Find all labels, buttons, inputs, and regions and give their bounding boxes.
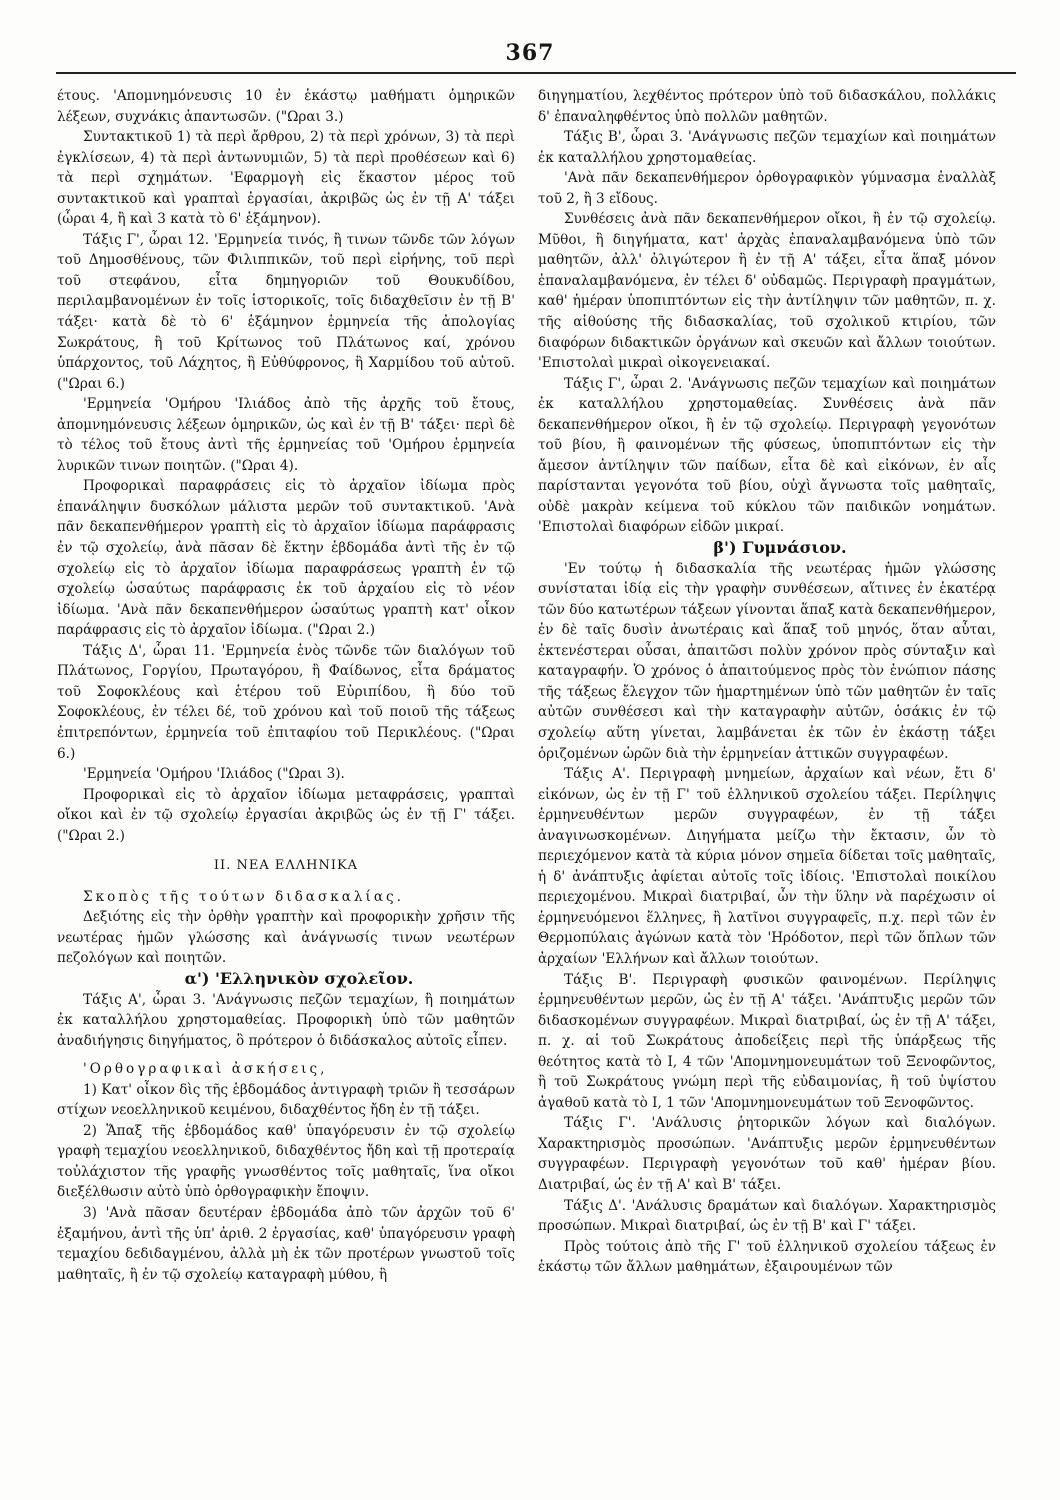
page-number: 367 [505, 40, 555, 66]
paragraph: Συντακτικοῦ 1) τὰ περὶ ἄρθρου, 2) τὰ περὶ χρόνων, 3) τὰ περὶ ἐγκλίσεων, 4) τὰ περὶ ἀντωνυμιῶν, 5) τὰ περὶ προθέσεων καὶ 6) τὰ περὶ σχημάτων. 'Εφαρμογὴ εἰς ἕκαστον μέρος τοῦ συντακτικοῦ καὶ γραπταὶ ἐργασίαι, ἀκριβῶς ὡς ἐν τῇ Α' τάξει (ὧραι 4, ἢ καὶ 3 κατὰ τὸ 6' ἑξάμηνον). [57, 129, 515, 228]
paragraph: 'Ερμηνεία 'Ομήρου 'Ιλιάδος ἀπὸ τῆς ἀρχῆς τοῦ ἔτους, ἀπομνημόνευσις λέξεων ὁμηρικῶν, ὡς καὶ ἐν τῇ Β' τάξει· περὶ δὲ τὸ τέλος τοῦ ἔτους ἀντὶ τῆς ἑρμηνείας τοῦ 'Ομήρου ἑρμηνεία λυρικῶν τινων ποιητῶν. ("Ωραι 4). [57, 396, 515, 474]
left-column [57, 86, 515, 1285]
paragraph: Τάξις Α'. Περιγραφὴ μνημείων, ἀρχαίων καὶ νέων, ἔτι δ' εἰκόνων, ὡς ἐν τῇ Γ' τοῦ ἑλληνικοῦ σχολείου τάξει. Περίληψις ἑρμηνευθέντων μερῶν συγγραφέων, ἐν τῇ τάξει ἀναγινωσκομένων. Διηγήματα μείζω τὴν ἔκτασιν, ὧν τὸ περιεχόμενον κατὰ τὰ κύρια μόνον σημεῖα δίδεται τοῖς μαθηταῖς, ἡ δ' ἀνάπτυξις ἀφίεται αὐτοῖς τοῖς ἰδίοις. 'Επιστολαὶ ποικίλου περιεχομένου. Μικραὶ διατριβαί, ὧν τὴν ὕλην νὰ παρέχωσιν οἱ ἑρμηνευόμενοι ἕλληνες, ἢ λατῖνοι συγγραφεῖς, π.χ. περὶ τῶν ἐν Θερμοπύλαις ἀγώνων κατὰ τὸν 'Ηρόδοτον, περὶ τῶν ὅπλων τῶν ἀρχαίων 'Ελλήνων καὶ ἄλλων τοιούτων. [538, 766, 996, 967]
exercise-item: 3) 'Ανὰ πᾶσαν δευτέραν ἑβδομάδα ἀπὸ τῶν ἀρχῶν τοῦ 6' ἑξαμήνου, ἀντὶ τῆς ὑπ' ἀριθ. 2 ἐργασίας, καθ' ὑπαγόρευσιν γραφὴ τεμαχίου δεδιδαγμένου, ἀλλὰ μὴ ἐκ τῶν προτέρων γνωστοῦ τοῖς μαθηταῖς, ἢ ἐν τῷ σχολείῳ καταγραφὴ μύθου, ἢ [57, 1204, 515, 1283]
right-column [538, 86, 996, 1278]
paragraph: Συνθέσεις ἀνὰ πᾶν δεκαπενθήμερον οἴκοι, ἢ ἐν τῷ σχολείῳ. Μῦθοι, ἢ διηγήματα, κατ' ἀρχὰς ἐπαναλαμβανόμενα ὑπὸ τῶν μαθητῶν, ἀλλ' ὀλιγώτερον ἢ ἐν τῇ Α' τάξει, εἶτα ἅπαξ μόνον ἐπαναλαμβανόμενα, ἐν τέλει δ' οὐδαμῶς. Περιγραφὴ πραγμάτων, καθ' ἡμέραν ὑποπιπτόντων εἰς τὴν ἀντίληψιν τῶν μαθητῶν, π. χ. τῆς αἰθούσης τῆς διδασκαλίας, τοῦ σχολικοῦ κτιρίου, τῶν διαφόρων διδακτικῶν ὀργάνων καὶ σκευῶν καὶ ἄλλων τοιούτων. 'Επιστολαὶ μικραὶ οἰκογενειακαί. [538, 211, 996, 372]
paragraph: 'Ερμηνεία 'Ομήρου 'Ιλιάδος ("Ωραι 3). [83, 766, 345, 783]
class-a-text: Τάξις Α', ὧραι 3. 'Ανάγνωσις πεζῶν τεμαχίων, ἢ ποιημάτων ἐκ καταλλήλου χρηστομαθείας. Προφορικὴ ὑπὸ τῶν μαθητῶν ἀναδιήγησις διηγήματος, ὃ πρότερον ὁ διδάσκαλος αὐτοῖς εἶπεν. [57, 991, 515, 1049]
exercise-item: 2) Ἅπαξ τῆς ἑβδομάδος καθ' ὑπαγόρευσιν ἐν τῷ σχολείῳ γραφὴ τεμαχίου νεοελληνικοῦ, διδαχθέντος ἤδη καὶ τῇ προτεραίᾳ τοὐλάχιστον τῆς γραφῆς γνωσθέντος τοῖς μαθηταῖς, ἵνα οἴκοι διεξέλθωσιν αὐτὸ ὑπὸ ὀρθογραφικὴν ἔποψιν. [57, 1122, 515, 1201]
orthography-heading: 'Ορθογραφικαὶ ἀσκήσεις, [83, 1061, 328, 1078]
paragraph: Τάξις Γ', ὧραι 12. 'Ερμηνεία τινός, ἢ τινων τῶνδε τῶν λόγων τοῦ Δημοσθένους, τῶν Φιλιππικῶν, τοῦ περὶ εἰρήνης, τοῦ περὶ τοῦ στεφάνου, εἶτα δημηγοριῶν τοῦ Θουκυδίδου, περιλαμβανομένων ἐν τοῖς ἱστορικοῖς, τοῖς διδαχθεῖσιν ἐν τῇ Β' τάξει· κατὰ δὲ τὸ 6' ἑξάμηνον ἑρμηνεία τῆς ἀπολογίας Σωκράτους, ἢ τοῦ Κρίτωνος τοῦ Πλάτωνος καί, χρόνου ὑπάρχοντος, τοῦ Λάχητος, ἢ Εὐθύφρονος, ἢ Χαρμίδου τοῦ αὐτοῦ. ("Ωραι 6.) [57, 231, 515, 392]
paragraph: Τάξις Β'. Περιγραφὴ φυσικῶν φαινομένων. Περίληψις ἑρμηνευθέντων μερῶν, ὡς ἐν τῇ Α' τάξει. 'Ανάπτυξις μερῶν τῶν διδασκομένων συγγραφέων. Μικραὶ διατριβαί, ὡς ἐν τῇ Α' τάξει, π. χ. αἱ τοῦ Σωκράτους ἀποδείξεις περὶ τῆς ὑπάρξεως τῆς θεότητος κατὰ τὸ Ι, 4 τῶν 'Απομνημονευμάτων τοῦ Ξενοφῶντος, ἢ τοῦ Σωκράτους γνώμη περὶ τῆς εὐδαιμονίας, ἢ τοῦ ὑψίστου ἀγαθοῦ κατὰ τὸ Ι, 1 τῶν 'Απομνημονευμάτων τοῦ Ξενοφῶντος. [538, 971, 996, 1111]
paragraph: Προφορικαὶ εἰς τὸ ἀρχαῖον ἰδίωμα μεταφράσεις, γραπταὶ οἴκοι καὶ ἐν τῷ σχολείῳ ἐργασίαι ἀκριβῶς ὡς ἐν τῇ Γ' τάξει. ("Ωραι 2.) [57, 786, 515, 844]
paragraph: έτους. 'Απομνημόνευσις 10 ἐν ἑκάστῳ μαθήματι ὁμηρικῶν λέξεων, συχνάκις ἁπαντωσῶν. ("Ωραι 3.) [57, 88, 515, 125]
paragraph: Πρὸς τούτοις ἀπὸ τῆς Γ' τοῦ ἑλληνικοῦ σχολείου τάξεως ἐν ἑκάστῳ τῶν ἄλλων μαθημάτων, ἐξαιρουμένων τῶν [538, 1238, 996, 1276]
paragraph: διηγηματίου, λεχθέντος πρότερον ὑπὸ τοῦ διδασκάλου, πολλάκις δ' ἐπαναληφθέντος ὑπὸ πολλῶν μαθητῶν. [538, 88, 996, 125]
purpose-heading: Σκοπὸς τῆς τούτων διδασκαλίας. [83, 888, 404, 905]
header-rule [56, 72, 1016, 74]
paragraph: Τάξις Γ'. 'Ανάλυσις ῥητορικῶν λόγων καὶ διαλόγων. Χαρακτηρισμὸς προσώπων. 'Ανάπτυξις μερῶν ἑρμηνευθέντων συγγραφέων. Περιγραφὴ γεγονότων τοῦ καθ' ἡμέραν βίου. Διατριβαί, ὡς ἐν τῇ Α' καὶ Β' τάξει. [538, 1115, 996, 1193]
purpose-text: Δεξιότης εἰς τὴν ὀρθὴν γραπτὴν καὶ προφορικὴν χρῆσιν τῆς νεωτέρας ἡμῶν γλώσσης καὶ ἀνάγνωσίς τινων νεωτέρων πεζολόγων καὶ ποιητῶν. [57, 909, 515, 967]
paragraph: Προφορικαὶ παραφράσεις εἰς τὸ ἀρχαῖον ἰδίωμα πρὸς ἐπανάληψιν δυσκόλων μάλιστα μερῶν τοῦ συντακτικοῦ. 'Ανὰ πᾶν δεκαπενθήμερον γραπτὴ εἰς τὸ ἀρχαῖον ἰδίωμα παράφρασις ἐν τῷ σχολείῳ, ἀνὰ πᾶσαν δὲ ἕκτην ἑβδομάδα ἀντὶ τῆς ἐν τῷ σχολείῳ εἰς τὸ ἀρχαῖον ἰδίωμα παραφράσεως γραπτὴ ἐν τῷ σχολείῳ ὡσαύτως παράφρασις ἐκ τοῦ ἀρχαίου εἰς τὸ νέον ἰδίωμα. 'Ανὰ πᾶν δεκαπενθήμερον ὡσαύτως γραπτὴ κατ' οἶκον παράφρασις εἰς τὸ ἀρχαῖον ἰδίωμα. ("Ωραι 2.) [57, 478, 515, 639]
exercise-item: 1) Κατ' οἶκον δὶς τῆς ἑβδομάδος ἀντιγραφὴ τριῶν ἢ τεσσάρων στίχων νεοελληνικοῦ κειμένου, διδαχθέντος ἤδη ἐν τῇ τάξει. [57, 1081, 515, 1119]
spacer [57, 846, 515, 856]
paragraph: Τάξις Β', ὧραι 3. 'Ανάγνωσις πεζῶν τεμαχίων καὶ ποιημάτων ἐκ καταλλήλου χρηστομαθείας. [538, 129, 996, 166]
gymnasium-heading: β') Γυμνάσιον. [713, 538, 847, 558]
spacer [57, 877, 515, 887]
paragraph: 'Εν τούτῳ ἡ διδασκαλία τῆς νεωτέρας ἡμῶν γλώσσης συνίσταται ἰδίᾳ εἰς τὴν γραφὴν συνθέσεων, αἵτινες ἐν ἑκατέρᾳ τῶν δύο κατωτέρων τάξεων γίνονται ἅπαξ κατὰ δεκαπενθήμερον, ἐν δὲ ταῖς δυσὶν ἀνωτέραις καὶ ἅπαξ τοῦ μηνός, ὅταν αὗται, ἐκτενέστεραι οὖσαι, ἀπαιτῶσι πολὺν χρόνον πρὸς σύνταξιν καὶ καταγραφήν. Ὁ χρόνος ὁ ἀπαιτούμενος πρὸς τὸν ἐνώπιον πάσης τῆς τάξεως ἔλεγχον τῶν ἡμαρτημένων ὑπὸ τῶν μαθητῶν ἐν ταῖς αὐτῶν συνθέσεσι καὶ τὴν καταγραφὴν αὐτῶν, ὁσάκις ἐν τῷ σχολείῳ αὕτη γίνεται, λαμβάνεται ἐκ τῶν ἐν ἑκάστῃ τάξει ὁριζομένων ὡρῶν διὰ τὴν ἑρμηνείαν ἀττικῶν συγγραφέων. [538, 560, 996, 762]
section-heading: II. ΝΕΑ ΕΛΛΗΝΙΚΑ [213, 858, 359, 874]
paragraph: 'Ανὰ πᾶν δεκαπενθήμερον ὀρθογραφικὸν γύμνασμα ἐναλλὰξ τοῦ 2, ἢ 3 εἴδους. [538, 170, 996, 207]
paragraph: Τάξις Δ', ὧραι 11. 'Ερμηνεία ἑνὸς τῶνδε τῶν διαλόγων τοῦ Πλάτωνος, Γοργίου, Πρωταγόρου, ἢ Φαίδωνος, εἶτα δράματος τοῦ Σοφοκλέους καὶ ἑτέρου τοῦ Εὐριπίδου, ἢ δύο τοῦ Σοφοκλέους, ἐν τέλει δέ, τοῦ χρόνου καὶ τοῦ ποιοῦ τῆς τάξεως ἐπιτρεπόντων, ἑρμηνεία τοῦ ἐπιταφίου τοῦ Περικλέους. ("Ωραι 6.) [57, 642, 515, 762]
paragraph: Τάξις Δ'. 'Ανάλυσις δραμάτων καὶ διαλόγων. Χαρακτηρισμὸς προσώπων. Μικραὶ διατριβαί, ὡς ἐν τῇ Β' καὶ Γ' τάξει. [538, 1197, 996, 1235]
paragraph: Τάξις Γ', ὧραι 2. 'Ανάγνωσις πεζῶν τεμαχίων καὶ ποιημάτων ἐκ καταλλήλου χρηστομαθείας. Συνθέσεις ἀνὰ πᾶν δεκαπενθήμερον οἴκοι, ἢ ἐν τῷ σχολείῳ. Περιγραφὴ γεγονότων τοῦ βίου, ἢ φαινομένων τῆς φύσεως, ὑποπιπτόντων εἰς τὴν ἄμεσον ἀντίληψιν τῶν παίδων, εἶτα δὲ καὶ εἰκόνων, ἐν αἷς παρίστανται γεγονότα τοῦ βίου, οὐχὶ ἄγνωστα τοῖς μαθηταῖς, οὐδὲ μακρὰν κείμενα τοῦ κύκλου τῶν παιδικῶν νοημάτων. 'Επιστολαὶ διαφόρων εἰδῶν μικραί. [538, 375, 996, 536]
school-heading: α') 'Ελληνικὸν σχολεῖον. [184, 968, 414, 988]
